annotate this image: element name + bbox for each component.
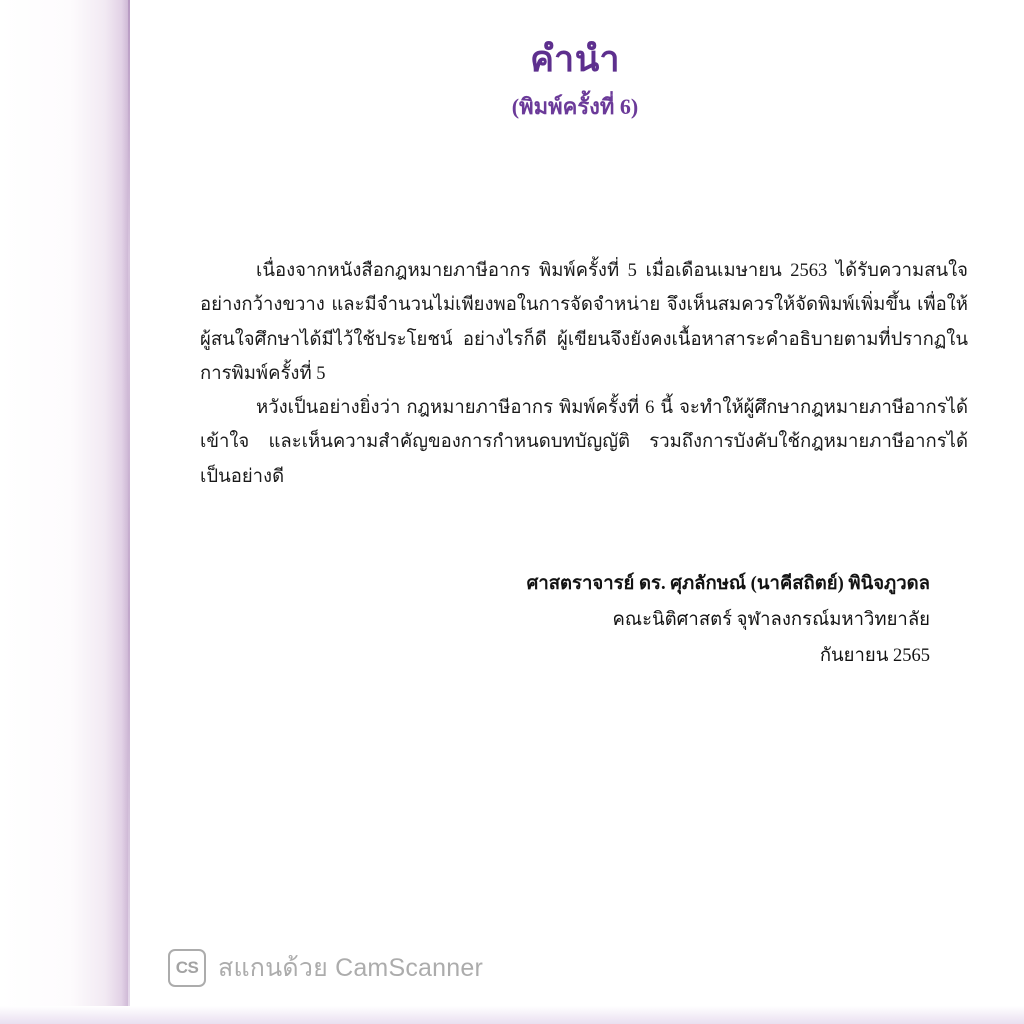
page-sheet bbox=[130, 0, 1024, 1024]
page-left-edge-shadow bbox=[0, 0, 128, 1024]
camscanner-watermark-label: สแกนด้วย CamScanner bbox=[218, 954, 483, 982]
signature-affiliation: คณะนิติศาสตร์ จุฬาลงกรณ์มหาวิทยาลัย bbox=[612, 609, 930, 630]
paragraph-1: เนื่องจากหนังสือกฎหมายภาษีอากร พิมพ์ครั้งที่ 5 เมื่อเดือนเมษายน 2563 ได้รับความสนใจอย่างกว้างขวาง และมีจำนวนไม่เพียงพอในการจัดจำหน่าย จึงเห็นสมควรให้จัดพิมพ์เพิ่มขึ้น เพื่อให้ผู้สนใจศึกษาได้มีไว้ใช้ประโยชน์ อย่างไรก็ดี ผู้เขียนจึงยังคงเนื้อหาสาระคำอธิบายตามที่ปรากฏในการพิมพ์ครั้งที่ 5 bbox=[200, 261, 968, 384]
page-bottom-edge-shadow bbox=[0, 1006, 1024, 1024]
paragraph-2: หวังเป็นอย่างยิ่งว่า กฎหมายภาษีอากร พิมพ์ครั้งที่ 6 นี้ จะทำให้ผู้ศึกษากฎหมายภาษีอากรได้เข้าใจ และเห็นความสำคัญของการกำหนดบทบัญญัติ รวมถึงการบังคับใช้กฎหมายภาษีอากรได้เป็นอย่างดี bbox=[200, 398, 968, 487]
body-text bbox=[160, 254, 990, 494]
camscanner-watermark bbox=[168, 948, 483, 988]
signature-date: กันยายน 2565 bbox=[819, 645, 930, 666]
signature-block bbox=[160, 566, 990, 674]
page-title: คำนำ bbox=[529, 39, 621, 79]
camscanner-logo-icon: CS bbox=[168, 949, 206, 987]
signature-name: ศาสตราจารย์ ดร. ศุภลักษณ์ (นาคีสถิตย์) พินิจภูวดล bbox=[526, 573, 930, 594]
page-subtitle: (พิมพ์ครั้งที่ 6) bbox=[511, 94, 639, 120]
page-content bbox=[160, 0, 990, 674]
